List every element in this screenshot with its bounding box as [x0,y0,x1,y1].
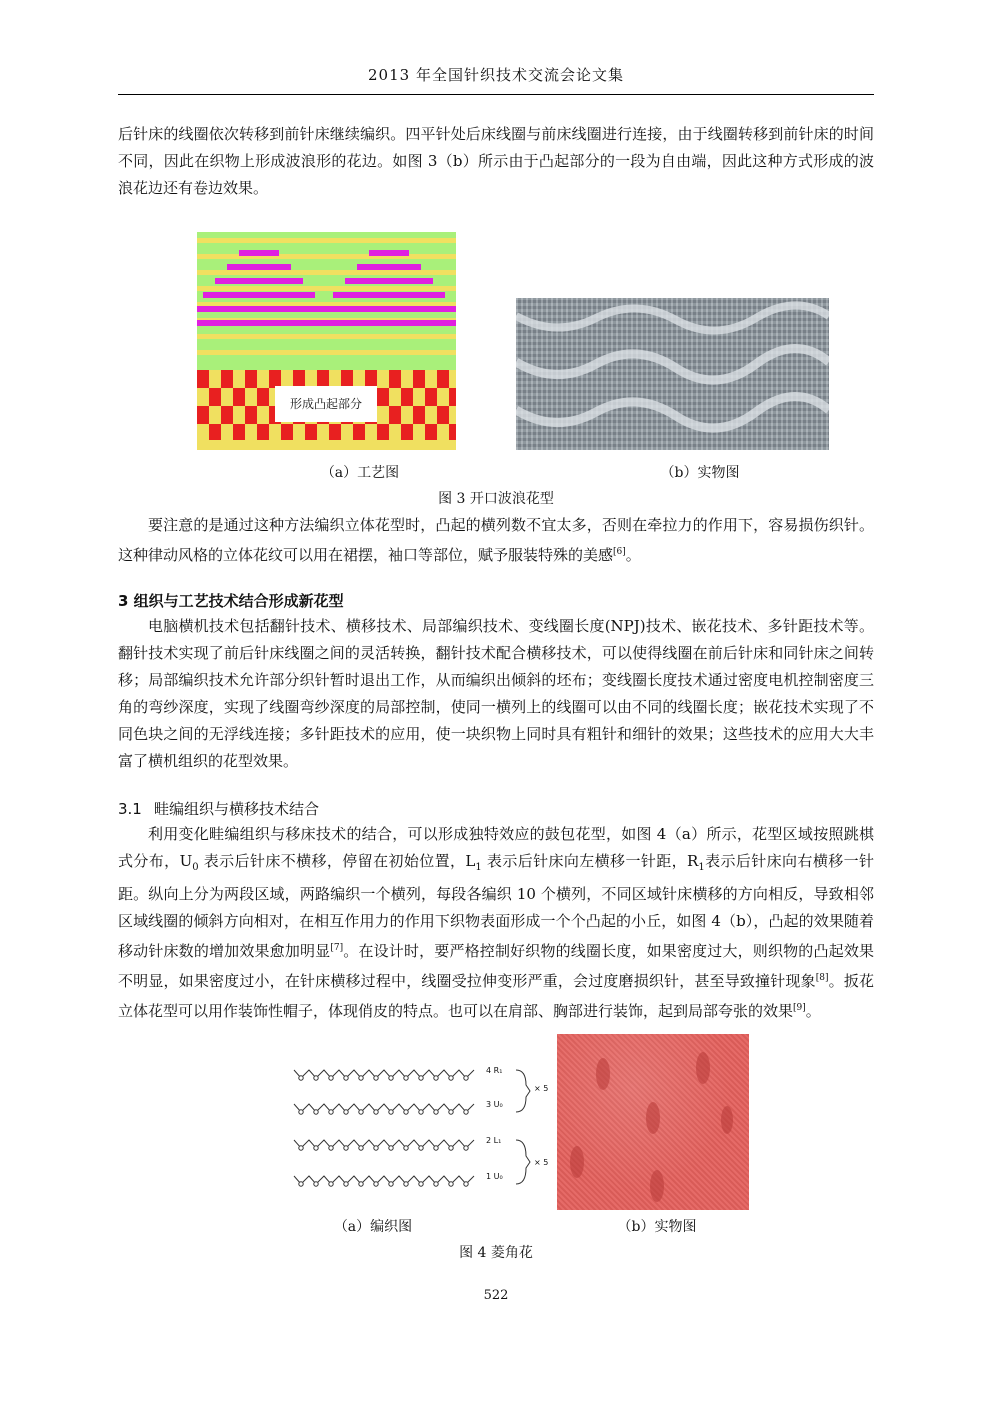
section31-number: 3.1 [118,800,142,818]
checker-cell [377,424,389,442]
loop-node [419,1146,423,1150]
pattern-step [333,292,445,298]
symbol-l: L [465,852,476,870]
checker-cell [389,370,401,388]
loop-node [434,1182,438,1186]
checker-cell [341,424,353,442]
loop-node [299,1182,303,1186]
checker-cell [221,406,233,424]
text-5: 。在设计时，要严格控制好织物的线圈长度，如果密度过大，则织物的凸起效果不明显，如果密度过小，在针床横移过程中，线圈受拉伸变形严重，会过度磨损织针，甚至导致撞针现象 [118,942,874,990]
loop-node [299,1146,303,1150]
checker-cell [209,424,221,442]
checker-cell [245,370,257,388]
figure4-loop-diagram [290,1056,560,1206]
loop-node [434,1110,438,1114]
loop-node [404,1146,408,1150]
checker-cell [245,424,257,442]
checker-cell [281,424,293,442]
row-label-2: 2 L₁ [486,1136,502,1145]
loop-node [449,1076,453,1080]
loop-node [344,1110,348,1114]
figure4-bump-pattern [557,1034,749,1210]
loop-node [389,1110,393,1114]
checker-cell [437,424,449,442]
loop-node [404,1182,408,1186]
checker-cell [221,370,233,388]
figure3-caption-a: （a）工艺图 [320,465,400,481]
figure4-caption-b: （b）实物图 [617,1219,697,1235]
loop-node [314,1076,318,1080]
checker-cell [413,406,425,424]
stitch-row [197,238,456,243]
figure4-title: 图 4 菱角花 [459,1245,533,1261]
section31-heading [118,798,319,819]
loop-node [419,1182,423,1186]
checker-cell [437,388,449,406]
section31-title: 畦编组织与横移技术结合 [154,800,320,818]
checker-cell [401,388,413,406]
symbol-u: U [179,852,193,870]
checker-cell [389,424,401,442]
stitch-row [197,270,456,275]
citation-8: [8] [815,973,829,983]
base-row [197,440,456,450]
checker-cell [449,388,456,406]
checker-cell [197,424,209,442]
checker-cell [377,406,389,424]
figure4-caption-a: （a）编织图 [333,1219,413,1235]
text-2: 表示后针床不横移，停留在初始位置， [198,852,466,870]
text-3: 表示后针床向左横移一针距， [481,852,688,870]
loop-node [389,1146,393,1150]
loop-node [359,1182,363,1186]
checker-cell [269,424,281,442]
checker-cell [329,424,341,442]
citation-6: [6] [613,547,626,557]
loop-node [329,1146,333,1150]
checker-cell [413,388,425,406]
checker-cell [425,406,437,424]
loop-node [314,1146,318,1150]
checker-cell [197,370,209,388]
loop-node [434,1076,438,1080]
loop-node [419,1076,423,1080]
checker-cell [401,370,413,388]
pattern-step [309,320,456,326]
checker-cell [401,424,413,442]
loop-node [314,1182,318,1186]
section31-paragraph [118,821,874,1025]
checker-cell [233,406,245,424]
pattern-step [345,278,433,284]
intro-paragraph: 后针床的线圈依次转移到前针床继续编织。四平针处后床线圈与前床线圈进行连接，由于线圈转移到前针床的时间不同，因此在织物上形成波浪形的花边。如图 3（b）所示由于凸起部分的一段为自由端，因此这种方式形成的波浪花边还有卷边效果。 [118,125,874,197]
stitch-row [197,334,456,339]
loop-row [294,1104,474,1112]
checker-cell [413,370,425,388]
text-7: 。 [805,1002,821,1020]
checker-cell [425,424,437,442]
checker-cell [293,424,305,442]
loop-node [329,1110,333,1114]
stitch-row [197,286,456,291]
symbol-l-sub: 1 [475,862,482,873]
stitch-row [197,350,456,355]
loop-node [434,1146,438,1150]
loop-node [404,1076,408,1080]
row-label-3: 3 U₀ [486,1100,503,1109]
loop-node [389,1182,393,1186]
checker-cell [233,388,245,406]
pattern-step [239,250,279,256]
loop-node [344,1182,348,1186]
checker-cell [425,370,437,388]
citation-7: [7] [330,943,344,953]
loop-node [374,1110,378,1114]
checker-cell [257,388,269,406]
loop-node [359,1146,363,1150]
figure3-process-diagram [197,232,456,450]
checker-cell [209,406,221,424]
loop-node [344,1076,348,1080]
checker-cell [257,406,269,424]
loop-node [449,1110,453,1114]
checker-cell [353,424,365,442]
loop-row [294,1070,474,1078]
checker-cell [317,424,329,442]
checker-cell [437,406,449,424]
repeat-label-top: × 5 [534,1084,549,1093]
repeat-brace [516,1140,530,1184]
checker-cell [233,424,245,442]
figure3-caption-b: （b）实物图 [660,465,740,481]
checker-cell [221,424,233,442]
paragraph-text: 要注意的是通过这种方法编织立体花型时，凸起的横列数不宜太多，否则在牵拉力的作用下，容易损伤织针。这种律动风格的立体花纹可以用在裙摆，袖口等部位，赋予服装特殊的美感 [118,516,874,564]
text-4: 表示后针床向右横移一针距。纵向上分为两段区域，两路编织一个横列，每段各编织 10 个横列，不同区域针床横移的方向相反，导致相邻区域线圈的倾斜方向相对，在相互作用力的作用下织物表面形成一个个凸起的小丘，如图 4（b），凸起的效果随着移动针床数的增加效果愈加明显 [118,852,874,960]
loop-node [374,1146,378,1150]
checker-cell [209,388,221,406]
checker-cell [389,388,401,406]
figure3-title: 图 3 开口波浪花型 [438,491,554,507]
loop-node [299,1110,303,1114]
checker-cell [389,406,401,424]
checker-cell [449,370,456,388]
section3-heading: 3 组织与工艺技术结合形成新花型 [118,592,344,610]
checker-cell [233,370,245,388]
figure3-fabric-photo [516,298,829,450]
checker-cell [245,388,257,406]
figure4-knitting-diagram [290,1056,560,1206]
figure3-raised-part-label: 形成凸起部分 [275,386,377,422]
checker-cell [365,424,377,442]
loop-node [389,1076,393,1080]
symbol-r: R [687,852,699,870]
checker-cell [209,370,221,388]
pattern-step [215,278,303,284]
loop-node [374,1182,378,1186]
symbol-r-sub: 1 [698,862,705,873]
repeat-label-bottom: × 5 [534,1158,549,1167]
checker-cell [305,424,317,442]
pattern-step [197,306,327,312]
loop-node [374,1076,378,1080]
checker-cell [257,424,269,442]
loop-node [329,1182,333,1186]
repeat-brace [516,1070,530,1112]
paragraph-end: 。 [625,546,641,564]
paragraph-after-figure3 [118,512,874,569]
checker-cell [197,406,209,424]
checker-cell [221,388,233,406]
pattern-step [321,306,456,312]
checker-cell [437,370,449,388]
section3-paragraph: 电脑横机技术包括翻针技术、横移技术、局部编织技术、变线圈长度(NPJ)技术、嵌花技术、多针距技术等。翻针技术实现了前后针床线圈之间的灵活转换，翻针技术配合横移技术，可以使得线圈在前后针床和同针床之间转移；局部编织技术允许部分织针暂时退出工作，从而编织出倾斜的坯布；变线圈长度技术通过密度电机控制密度三角的弯纱深度，实现了线圈弯纱深度的局部控制，使同一横列上的线圈可以由不同的线圈长度；嵌花技术实现了不同色块之间的无浮线连接；多针距技术的应用，使一块织物上同时具有粗针和细针的效果；这些技术的应用大大丰富了横机组织的花型效果。 [118,617,874,770]
checker-cell [257,370,269,388]
loop-node [464,1182,468,1186]
stitch-row [197,254,456,259]
header-rule [118,94,874,95]
checker-cell [401,406,413,424]
text-1: 利用变化畦编组织与移床技术的结合，可以形成独特效应的鼓包花型，如图 4（a）所示，花型区域按照跳棋式分布， [118,825,874,870]
checker-cell [449,424,456,442]
checker-cell [197,388,209,406]
loop-node [449,1146,453,1150]
loop-node [359,1076,363,1080]
pattern-step [369,250,409,256]
checker-cell [377,388,389,406]
loop-row [294,1140,474,1148]
loop-node [344,1146,348,1150]
loop-row [294,1176,474,1184]
running-header: 2013 年全国针织技术交流会论文集 [368,66,624,84]
loop-node [404,1110,408,1114]
pattern-step [227,264,291,270]
row-label-1: 1 U₀ [486,1172,503,1181]
loop-node [299,1076,303,1080]
pattern-step [203,292,315,298]
checker-cell [413,424,425,442]
checker-cell [245,406,257,424]
loop-node [464,1076,468,1080]
figure3-wave-pattern [516,298,829,450]
checker-cell [425,388,437,406]
loop-node [449,1182,453,1186]
checker-cell [449,406,456,424]
loop-node [464,1146,468,1150]
pattern-step [357,264,421,270]
checker-cell [377,370,389,388]
text-6: 。扳花立体花型可以用作装饰性帽子，体现俏皮的特点。也可以在肩部、胸部进行装饰，起到局部夸张的效果 [118,972,874,1020]
row-label-4: 4 R₁ [486,1066,503,1075]
citation-9: [9] [793,1003,806,1013]
page-number: 522 [483,1288,509,1303]
loop-node [329,1076,333,1080]
symbol-u-sub: 0 [192,862,199,873]
figure4-fabric-photo [557,1034,749,1210]
loop-node [359,1110,363,1114]
loop-node [314,1110,318,1114]
loop-node [419,1110,423,1114]
loop-node [464,1110,468,1114]
